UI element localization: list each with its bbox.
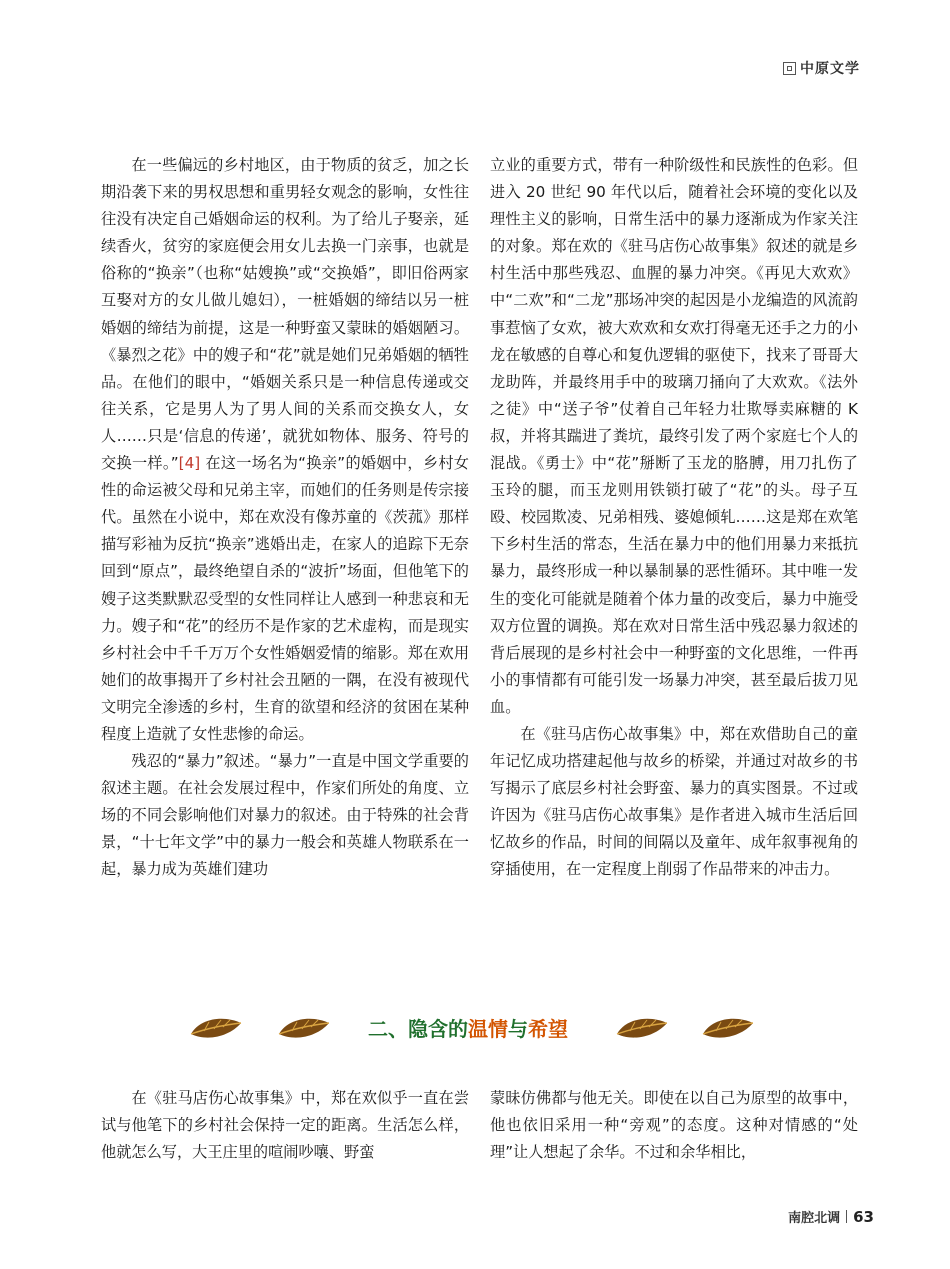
page-number: 63 bbox=[853, 1207, 874, 1226]
paragraph bbox=[101, 152, 469, 748]
page-header bbox=[783, 58, 860, 78]
journal-logo-icon bbox=[783, 62, 796, 75]
paragraph: 在《驻马店伤心故事集》中，郑在欢似乎一直在尝试与他笔下的乡村社会保持一定的距离。生活怎么样，他就怎么写，大王庄里的喧闹吵嚷、野蛮 bbox=[101, 1089, 469, 1162]
leaf-icon bbox=[276, 1014, 332, 1042]
section-title-word-warmth: 温情 bbox=[468, 1017, 508, 1041]
text-column-right-top bbox=[490, 152, 858, 884]
leaf-icon bbox=[614, 1014, 670, 1042]
paragraph: 残忍的“暴力”叙述。“暴力”一直是中国文学重要的叙述主题。在社会发展过程中，作家们所处的角度、立场的不同会影响他们对暴力的叙述。由于特殊的社会背景，“十七年文学”中的暴力一般会和英雄人物联系在一起，暴力成为英雄们建功 bbox=[101, 752, 469, 879]
footer-divider bbox=[846, 1210, 847, 1223]
text-column-left-bottom bbox=[101, 1085, 469, 1166]
section-title-prefix: 二、隐含的 bbox=[368, 1017, 468, 1041]
text-column-right-bottom bbox=[490, 1085, 858, 1166]
section-title bbox=[368, 1014, 568, 1044]
page-footer bbox=[788, 1207, 874, 1226]
citation-marker: [4] bbox=[178, 454, 201, 473]
leaf-icon bbox=[188, 1014, 244, 1042]
section-heading bbox=[0, 1006, 950, 1052]
paragraph: 蒙昧仿佛都与他无关。即使在以自己为原型的故事中，他也依旧采用一种“旁观”的态度。这种对情感的“处理”让人想起了余华。不过和余华相比， bbox=[490, 1089, 858, 1162]
paragraph-text: 在这一场名为“换亲”的婚姻中，乡村女性的命运被父母和兄弟主宰，而她们的任务则是传宗接代。虽然在小说中，郑在欢没有像苏童的《茨菰》那样描写彩袖为反抗“换亲”逃婚出走，在家人的追踪下无奈回到“原点”，最终绝望自杀的“波折”场面，但他笔下的嫂子这类默默忍受型的女性同样让人感到一种悲哀和无力。嫂子和“花”的经历不是作家的艺术虚构，而是现实乡村社会中千千万万个女性婚姻爱情的缩影。郑在欢用她们的故事揭开了乡村社会丑陋的一隅，在没有被现代文明完全渗透的乡村，生育的欲望和经济的贫困在某种程度上造就了女性悲惨的命运。 bbox=[101, 454, 469, 743]
leaf-icon bbox=[700, 1014, 756, 1042]
journal-title: 中原文学 bbox=[800, 61, 860, 77]
footer-journal-name: 南腔北调 bbox=[788, 1211, 841, 1226]
section-title-connector: 与 bbox=[508, 1017, 528, 1041]
section-title-word-hope: 希望 bbox=[528, 1017, 568, 1041]
paragraph: 在《驻马店伤心故事集》中，郑在欢借助自己的童年记忆成功搭建起他与故乡的桥梁，并通过对故乡的书写揭示了底层乡村社会野蛮、暴力的真实图景。不过或许因为《驻马店伤心故事集》是作者进入城市生活后回忆故乡的作品，时间的间隔以及童年、成年叙事视角的穿插使用，在一定程度上削弱了作品带来的冲击力。 bbox=[490, 724, 858, 879]
paragraph-text: 在一些偏远的乡村地区，由于物质的贫乏，加之长期沿袭下来的男权思想和重男轻女观念的影响，女性往往没有决定自己婚姻命运的权利。为了给儿子娶亲，延续香火，贫穷的家庭便会用女儿去换一门亲事，也就是俗称的“换亲”（也称“姑嫂换”或“交换婚”，即旧俗两家互娶对方的女儿做儿媳妇），一桩婚姻的缔结以另一桩婚姻的缔结为前提，这是一种野蛮又蒙昧的婚姻陋习。《暴烈之花》中的嫂子和“花”就是她们兄弟婚姻的牺牲品。在他们的眼中，“婚姻关系只是一种信息传递或交往关系，它是男人为了男人间的关系而交换女人，女人……只是‘信息的传递’，就犹如物体、服务、符号的交换一样。” bbox=[101, 156, 469, 473]
text-column-left-top bbox=[101, 152, 469, 884]
paragraph: 立业的重要方式，带有一种阶级性和民族性的色彩。但进入 20 世纪 90 年代以后，随着社会环境的变化以及理性主义的影响，日常生活中的暴力逐渐成为作家关注的对象。郑在欢的《驻马店伤心故事集》叙述的就是乡村生活中那些残忍、血腥的暴力冲突。《再见大欢欢》中“二欢”和“二龙”那场冲突的起因是小龙编造的风流韵事惹恼了女欢，被大欢欢和女欢打得毫无还手之力的小龙在敏感的自尊心和复仇逻辑的驱使下，找来了哥哥大龙助阵，并最终用手中的玻璃刀捅向了大欢欢。《法外之徒》中“送子爷”仗着自己年轻力壮欺辱卖麻糖的 K 叔，并将其踹进了粪坑，最终引发了两个家庭七个人的混战。《勇士》中“花”掰断了玉龙的胳膊，用刀扎伤了玉玲的腿，而玉龙则用铁锁打破了“花”的头。母子互殴、校园欺凌、兄弟相残、婆媳倾轧……这是郑在欢笔下乡村生活的常态，生活在暴力中的他们用暴力来抵抗暴力，最终形成一种以暴制暴的恶性循环。其中唯一发生的变化可能就是随着个体力量的改变后，暴力中施受双方位置的调换。郑在欢对日常生活中残忍暴力叙述的背后展现的是乡村社会中一种野蛮的文化思维，一件再小的事情都有可能引发一场暴力冲突，甚至最后拔刀见血。 bbox=[490, 156, 858, 716]
